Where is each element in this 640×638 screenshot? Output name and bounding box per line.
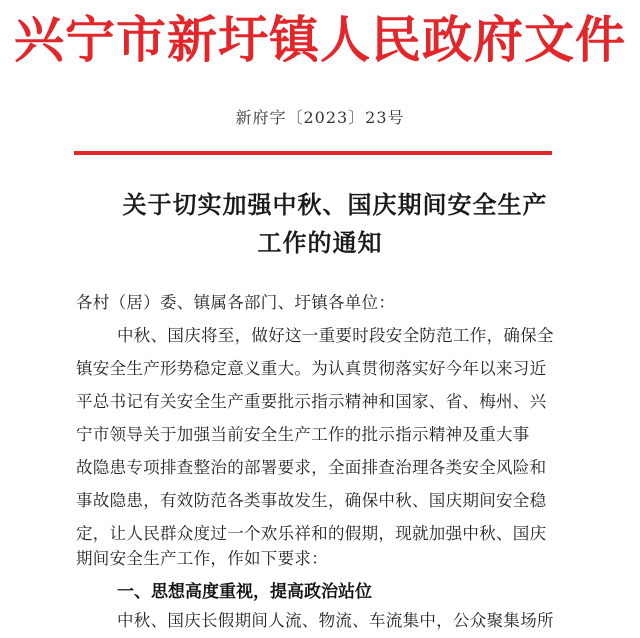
salutation: 各村（居）委、镇属各部门、圩镇各单位： <box>76 293 396 312</box>
body-line: 平总书记有关安全生产重要批示指示精神和国家、省、梅州、兴 <box>76 392 547 411</box>
section-1-first-line: 中秋、国庆长假期间人流、物流、车流集中，公众聚集场所 <box>117 611 554 630</box>
document-number: 新府字〔2023〕23号 <box>235 108 405 127</box>
notice-title-line-2: 工作的通知 <box>257 228 383 257</box>
document-header-title: 兴宁市新圩镇人民政府文件 <box>14 10 626 69</box>
body-line: 故隐患专项排查整治的部署要求，全面排查治理各类安全风险和 <box>76 458 547 477</box>
red-divider-line <box>74 151 552 155</box>
body-line: 事故隐患，有效防范各类事故发生，确保中秋、国庆期间安全稳 <box>76 491 547 510</box>
body-line: 宁市领导关于加强当前安全生产工作的批示指示精神及重大事 <box>76 425 530 444</box>
body-line: 中秋、国庆将至，做好这一重要时段安全防范工作，确保全 <box>117 326 554 345</box>
notice-title-line-1: 关于切实加强中秋、国庆期间安全生产 <box>122 190 548 219</box>
body-line: 镇安全生产形势稳定意义重大。为认真贯彻落实好今年以来习近 <box>76 359 547 378</box>
body-line: 定，让人民群众度过一个欢乐祥和的假期，现就加强中秋、国庆 <box>76 524 547 543</box>
body-line: 期间安全生产工作，作如下要求： <box>76 549 328 568</box>
section-heading-1: 一、思想高度重视，提高政治站位 <box>117 582 372 602</box>
